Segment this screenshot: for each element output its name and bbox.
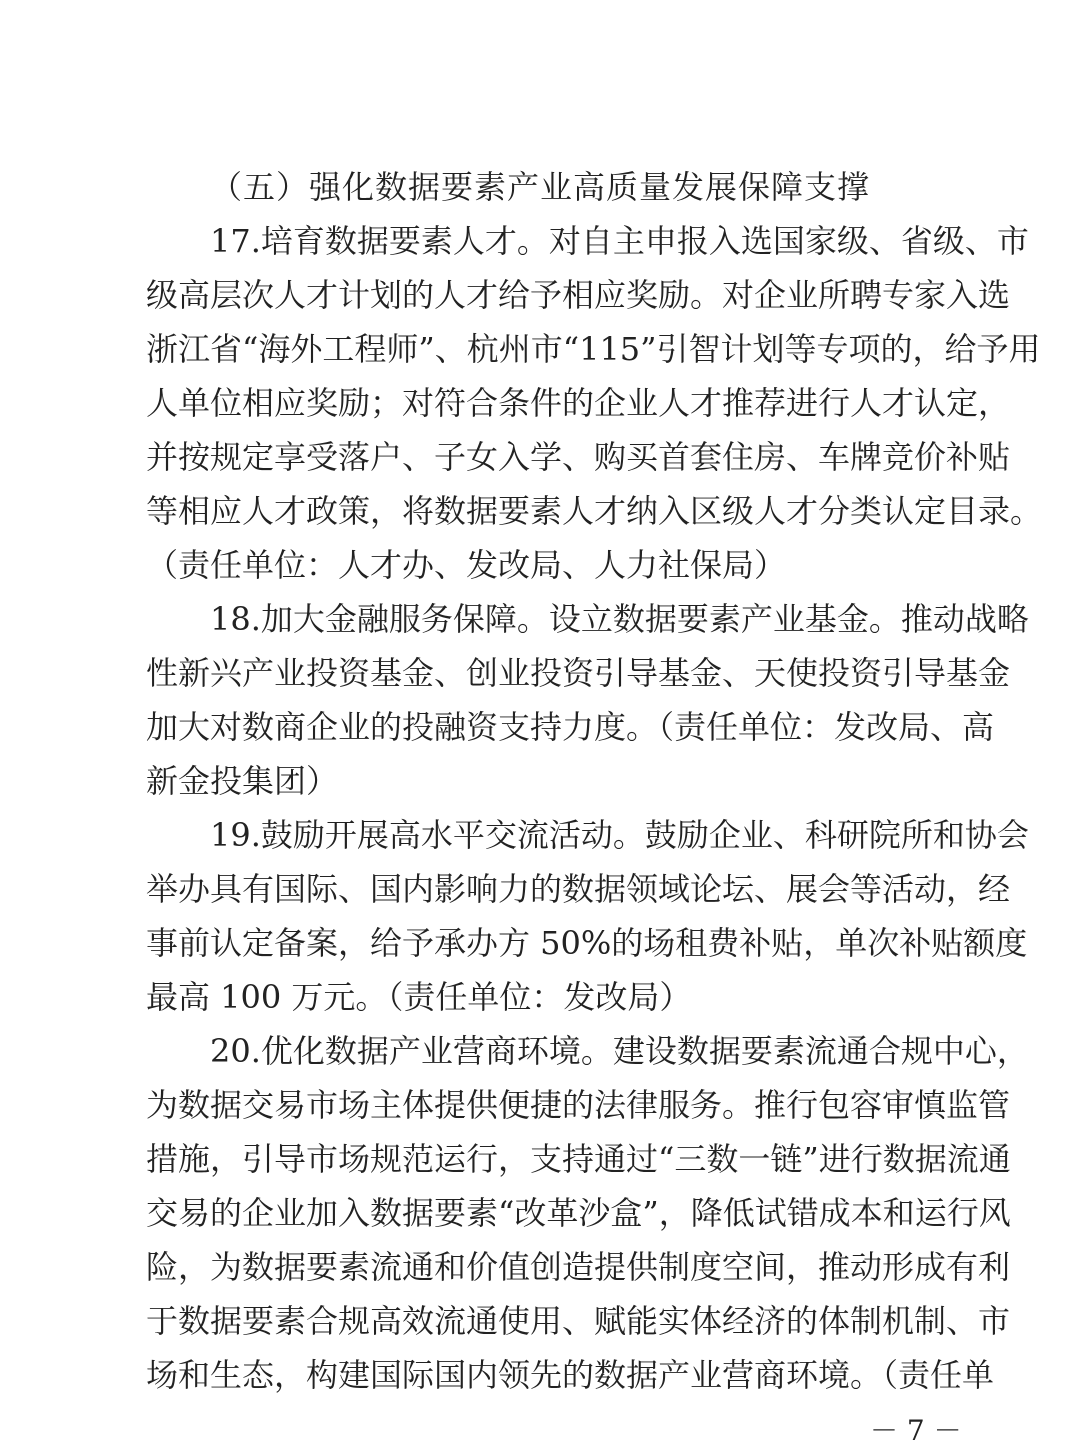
- item-18-line-2: 性新兴产业投资基金、创业投资引导基金、天使投资引导基金: [146, 654, 1011, 692]
- item-20-line-4: 交易的企业加入数据要素“改革沙盒”，降低试错成本和运行风: [146, 1194, 1011, 1232]
- page-number: － 7 －: [870, 1414, 962, 1447]
- item-17-line-2: 级高层次人才计划的人才给予相应奖励。对企业所聘专家入选: [146, 276, 1011, 314]
- item-20-line-1: 20.优化数据产业营商环境。建设数据要素流通合规中心，: [210, 1032, 1029, 1070]
- item-20-line-2: 为数据交易市场主体提供便捷的法律服务。推行包容审慎监管: [146, 1086, 1011, 1124]
- item-18-line-3: 加大对数商企业的投融资支持力度。（责任单位：发改局、高: [146, 708, 995, 746]
- item-19-line-3: 事前认定备案，给予承办方 50%的场租费补贴，单次补贴额度: [146, 924, 1028, 962]
- item-17-line-5: 并按规定享受落户、子女入学、购买首套住房、车牌竞价补贴: [146, 438, 1011, 476]
- item-20-line-6: 于数据要素合规高效流通使用、赋能实体经济的体制机制、市: [146, 1302, 1011, 1340]
- item-20-line-3: 措施，引导市场规范运行，支持通过“三数一链”进行数据流通: [146, 1140, 1011, 1178]
- item-17-line-7: （责任单位：人才办、发改局、人力社保局）: [146, 546, 787, 584]
- item-19-line-2: 举办具有国际、国内影响力的数据领域论坛、展会等活动，经: [146, 870, 1011, 908]
- item-17-line-6: 等相应人才政策，将数据要素人才纳入区级人才分类认定目录。: [146, 492, 1043, 530]
- item-17-line-3: 浙江省“海外工程师”、杭州市“115”引智计划等专项的，给予用: [146, 330, 1041, 368]
- item-19-line-4: 最高 100 万元。（责任单位：发改局）: [146, 978, 692, 1016]
- item-20-line-5: 险，为数据要素流通和价值创造提供制度空间，推动形成有利: [146, 1248, 1011, 1286]
- item-19-line-1: 19.鼓励开展高水平交流活动。鼓励企业、科研院所和协会: [210, 816, 1029, 854]
- item-20-line-7: 场和生态，构建国际国内领先的数据产业营商环境。（责任单: [146, 1356, 995, 1394]
- section-heading: （五）强化数据要素产业高质量发展保障支撑: [210, 168, 871, 206]
- item-17-line-1: 17.培育数据要素人才。对自主申报入选国家级、省级、市: [210, 222, 1029, 260]
- item-18-line-1: 18.加大金融服务保障。设立数据要素产业基金。推动战略: [210, 600, 1029, 638]
- item-17-line-4: 人单位相应奖励；对符合条件的企业人才推荐进行人才认定，: [146, 384, 1011, 422]
- item-18-line-4: 新金投集团）: [146, 762, 339, 800]
